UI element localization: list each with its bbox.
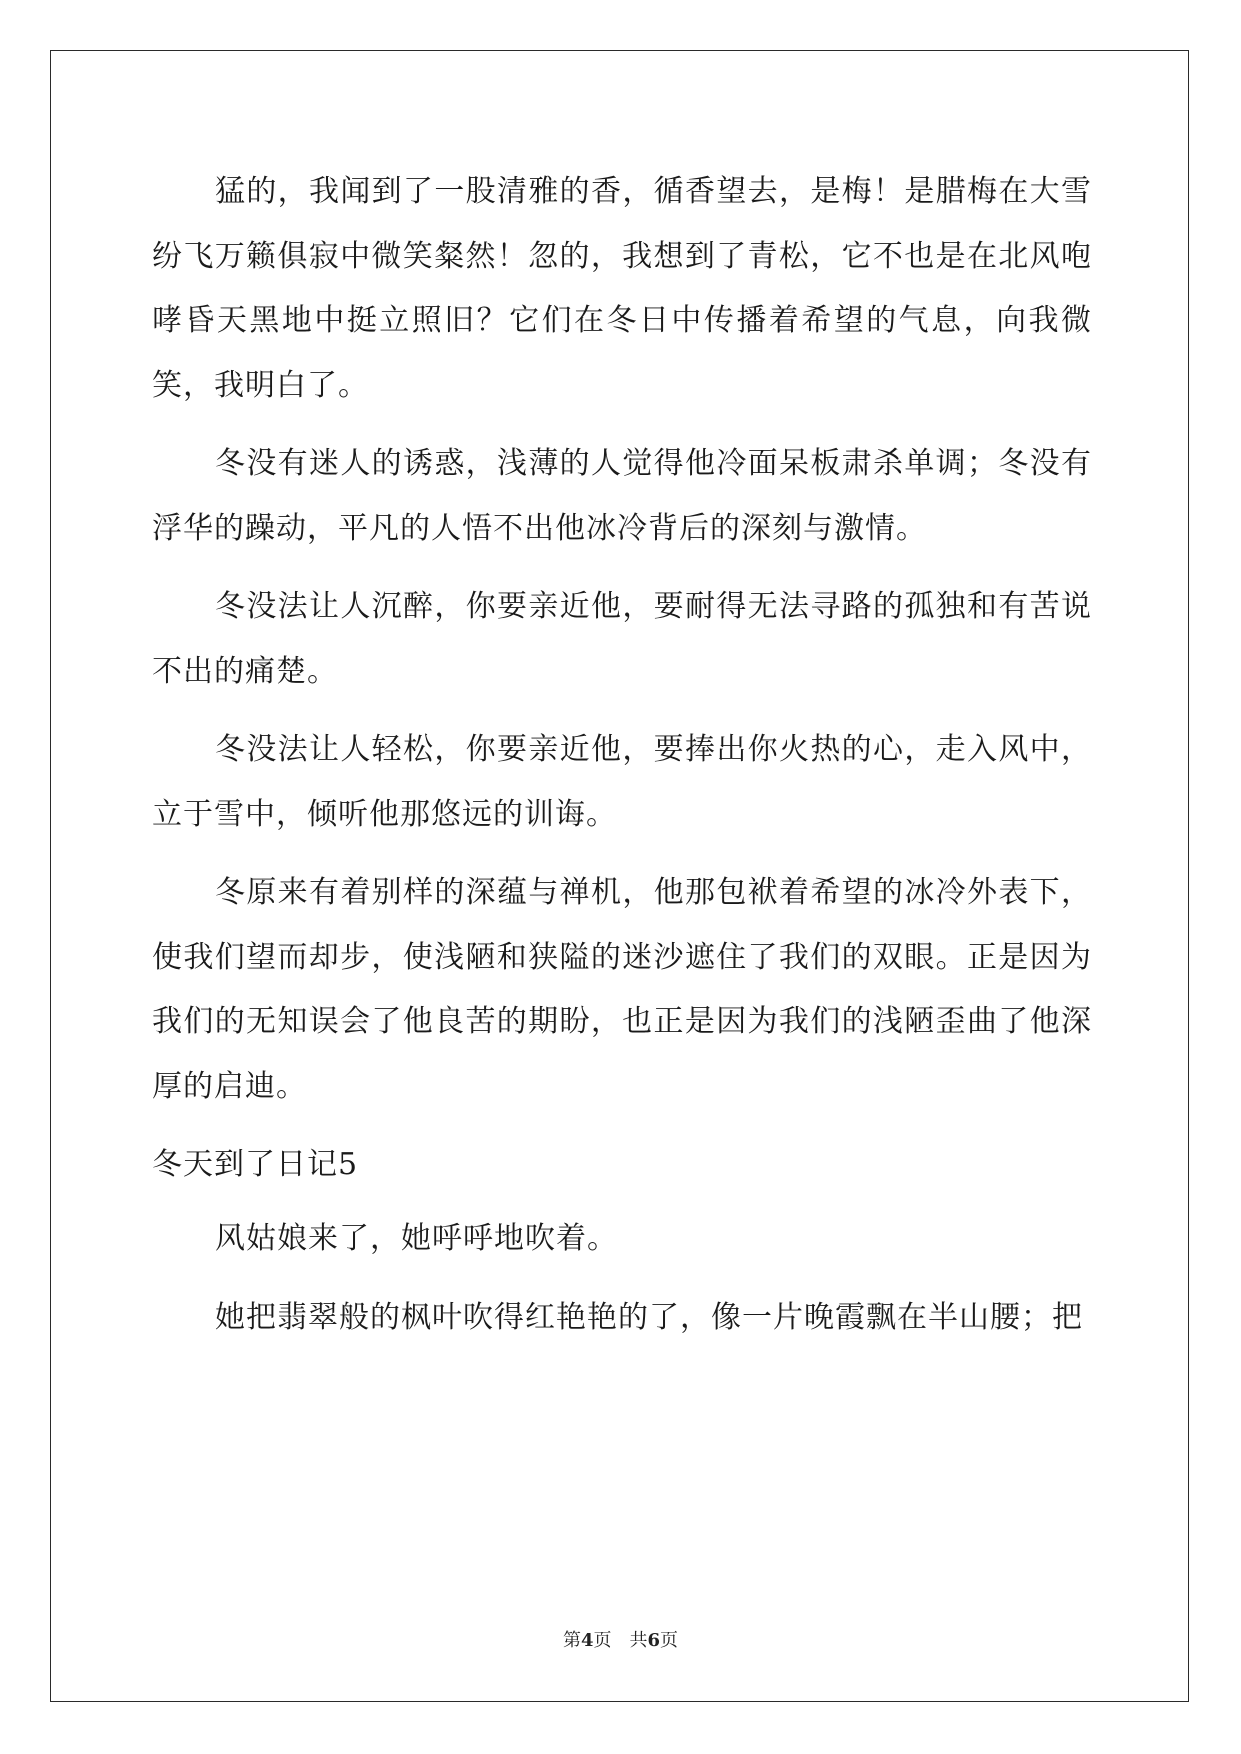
paragraph-3: 冬没法让人沉醉，你要亲近他，要耐得无法寻路的孤独和有苦说不出的痛楚。 — [152, 589, 1092, 689]
footer-prefix: 第 — [562, 1630, 581, 1651]
footer-total-prefix: 共 — [629, 1630, 648, 1651]
paragraph-7: 她把翡翠般的枫叶吹得红艳艳的了，像一片晚霞飘在半山腰；把 — [215, 1299, 1083, 1335]
page-footer — [0, 1626, 1241, 1652]
paragraph-1: 猛的，我闻到了一股清雅的香，循香望去，是梅！是腊梅在大雪纷飞万籁俱寂中微笑粲然！忽的，我想到了青松，它不也是在北风咆哮昏天黑地中挺立照旧？它们在冬日中传播着希望的气息，向我微笑，我明白了。 — [152, 174, 1092, 403]
paragraph-5: 冬原来有着别样的深蕴与禅机，他那包袱着希望的冰冷外表下，使我们望而却步，使浅陋和狭隘的迷沙遮住了我们的双眼。正是因为我们的无知误会了他良苦的期盼，也正是因为我们的浅陋歪曲了他深厚的启迪。 — [152, 875, 1092, 1104]
section-heading: 冬天到了日记5 — [152, 1147, 359, 1182]
paragraph-4: 冬没法让人轻松，你要亲近他，要捧出你火热的心，走入风中，立于雪中，倾听他那悠远的训诲。 — [152, 732, 1092, 832]
current-page-number: 4 — [580, 1630, 594, 1651]
footer-page-unit: 页 — [593, 1630, 612, 1651]
paragraph-2: 冬没有迷人的诱惑，浅薄的人觉得他冷面呆板肃杀单调；冬没有浮华的躁动，平凡的人悟不出他冰冷背后的深刻与激情。 — [152, 446, 1092, 546]
total-pages-number: 6 — [647, 1630, 661, 1651]
footer-total-unit: 页 — [660, 1630, 679, 1651]
paragraph-6: 风姑娘来了，她呼呼地吹着。 — [215, 1221, 618, 1256]
document-body — [152, 160, 1092, 1364]
